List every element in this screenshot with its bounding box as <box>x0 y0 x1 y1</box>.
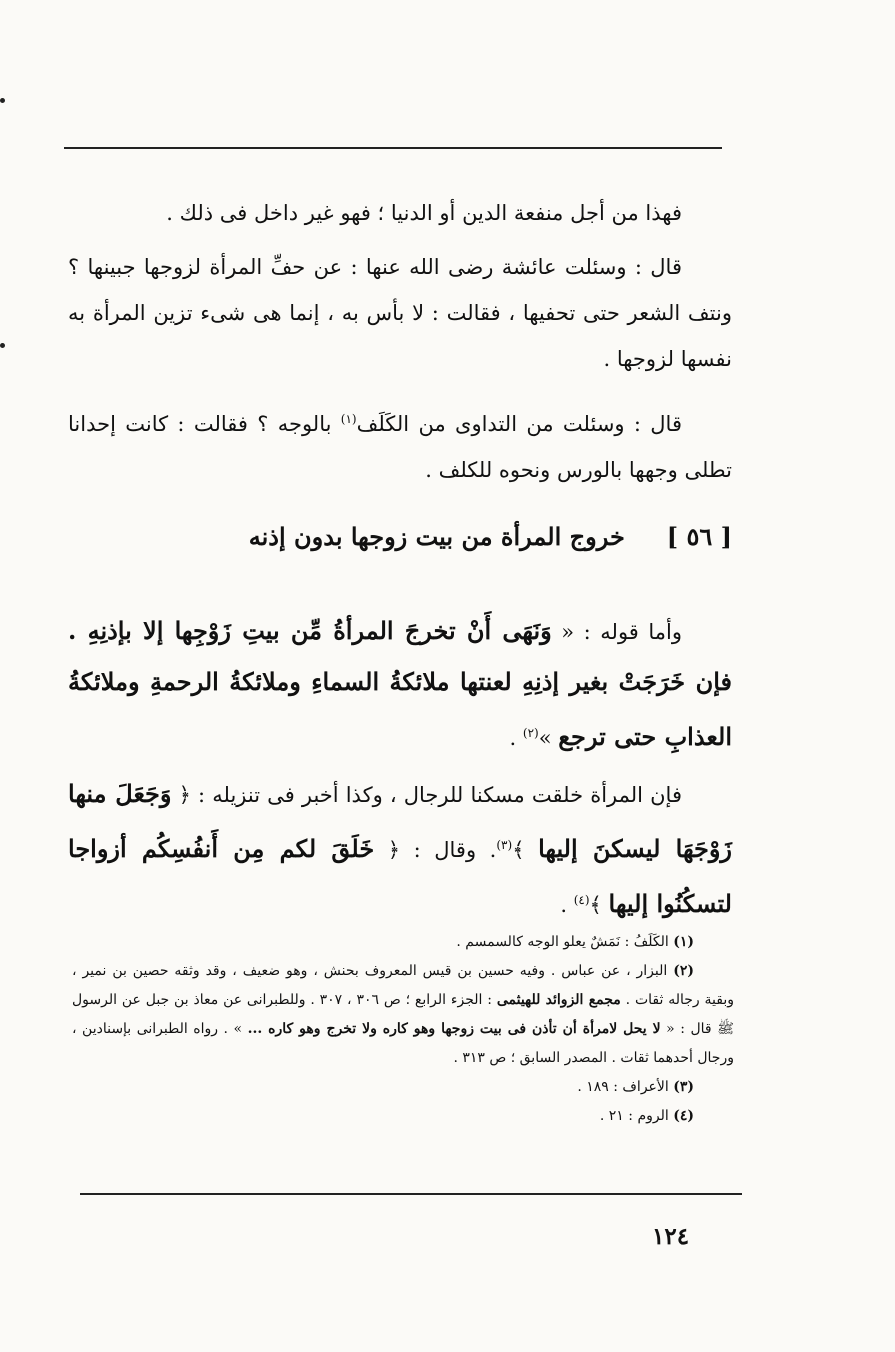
footnote-2-label: (٢) <box>673 963 694 979</box>
section-title: خروج المرأة من بيت زوجها بدون إذنه <box>248 522 625 551</box>
footnote-4-label: (٤) <box>673 1108 694 1124</box>
paragraph-2: قال : وسئلت عائشة رضى الله عنها : عن حفِّ المرأة لزوجها جبينها ؟ ونتف الشعر حتى تحفيها ، فقالت : لا بأس به ، إنما هى شىء تزين المرأة به نفسها لزوجها . <box>68 255 732 371</box>
paragraph-3 <box>68 396 732 493</box>
footnote-2-source: مجمع الزوائد للهيثمى <box>496 992 621 1008</box>
paragraph-3-text-b: بالوجه ؟ فقالت : كانت إحدانا تطلى وجهها بالورس ونحوه للكلف . <box>68 412 732 482</box>
intro-text <box>68 190 732 493</box>
footnote-ref-4: (٤) <box>573 893 590 907</box>
paragraph-4-intro: وأما قوله : « <box>551 620 682 644</box>
paragraph-5-intro: فإن المرأة خلقت مسكنا للرجال ، وكذا أخبر فى تنزيله : ﴿ <box>171 783 682 807</box>
paragraph-5-mid: . وقال : ﴿ <box>374 838 497 862</box>
footnote-ref-3: (٣) <box>496 838 513 852</box>
footnote-ref-2: (٢) <box>522 726 539 740</box>
bottom-rule <box>80 1193 742 1195</box>
paragraph-5-close-1: ﴾ <box>512 838 539 862</box>
paragraph-1: فهذا من أجل منفعة الدين أو الدنيا ؛ فهو غير داخل فى ذلك . <box>166 201 682 225</box>
footnote-2-text-b: : الجزء الرابع ؛ ص ٣٠٦ ، ٣٠٧ . وللطبرانى عن معاذ بن جبل عن الرسول ﷺ قال : « <box>72 992 735 1037</box>
paragraph-4-end: . <box>509 726 523 750</box>
footnote-1-text: الكَلَفُ : نَمَشٌ يعلو الوجه كالسمسم . <box>456 934 674 950</box>
footnote-2 <box>72 957 734 1073</box>
footnote-2-text-c: » . رواه الطبرانى بإسنادين ، ورجال أحدهما ثقات . المصدر السابق ؛ ص ٣١٣ . <box>72 1021 734 1066</box>
quran-quote-2: خَلَقَ لكم مِن أَنفُسِكُم أزواجا لتسكُنُوا إليها <box>68 834 732 918</box>
footnote-2-text-a: البزار ، عن عباس . وفيه حسين بن قيس المعروف بحنش ، وهو ضعيف ، وقد وثقه حصين بن نمير ، وبقية رجاله ثقات . <box>72 963 735 1008</box>
top-rule <box>64 147 722 149</box>
footnote-1-label: (١) <box>673 934 694 950</box>
footnote-3-label: (٣) <box>673 1079 694 1095</box>
section-text <box>68 606 732 930</box>
footnote-1 <box>72 928 734 957</box>
paragraph-5 <box>68 769 732 930</box>
footnote-3-text: الأعراف : ١٨٩ . <box>577 1079 674 1095</box>
footnote-3 <box>72 1073 734 1102</box>
paragraph-4-close: » <box>538 726 559 750</box>
footnotes <box>72 928 734 1131</box>
page-number: ١٢٤ <box>652 1223 690 1250</box>
paragraph-5-end: . <box>560 893 574 917</box>
footnote-ref-1: (١) <box>340 412 357 426</box>
scan-speck <box>0 343 5 348</box>
paragraph-5-close-2: ﴾ <box>589 893 609 917</box>
section-heading <box>190 522 732 551</box>
footnote-4-text: الروم : ٢١ . <box>599 1108 674 1124</box>
footnote-4 <box>72 1102 734 1131</box>
quran-quote-1: وَجَعَلَ منها زَوْجَهَا ليسكنَ إليها <box>68 779 733 863</box>
hadith-quote: وَنَهَى أَنْ تخرجَ المرأةُ مِّن بيتِ زَوْجِها إلا بإذنِهِ . فإن خَرَجَتْ بغير إذنِهِ لعنتها ملائكةُ السماءِ وملائكةُ الرحمةِ وملائكةُ العذابِ حتى ترجع <box>68 616 732 751</box>
footnote-2-hadith: لا يحل لامرأة أن تأذن فى بيت زوجها وهو كاره ولا تخرج وهو كاره ... <box>247 1021 661 1037</box>
scan-speck <box>0 98 5 103</box>
paragraph-4 <box>68 606 732 763</box>
section-number: [ ٥٦ ] <box>666 522 732 551</box>
paragraph-3-text-a: قال : وسئلت من التداوى من الكَلَف <box>356 412 682 436</box>
